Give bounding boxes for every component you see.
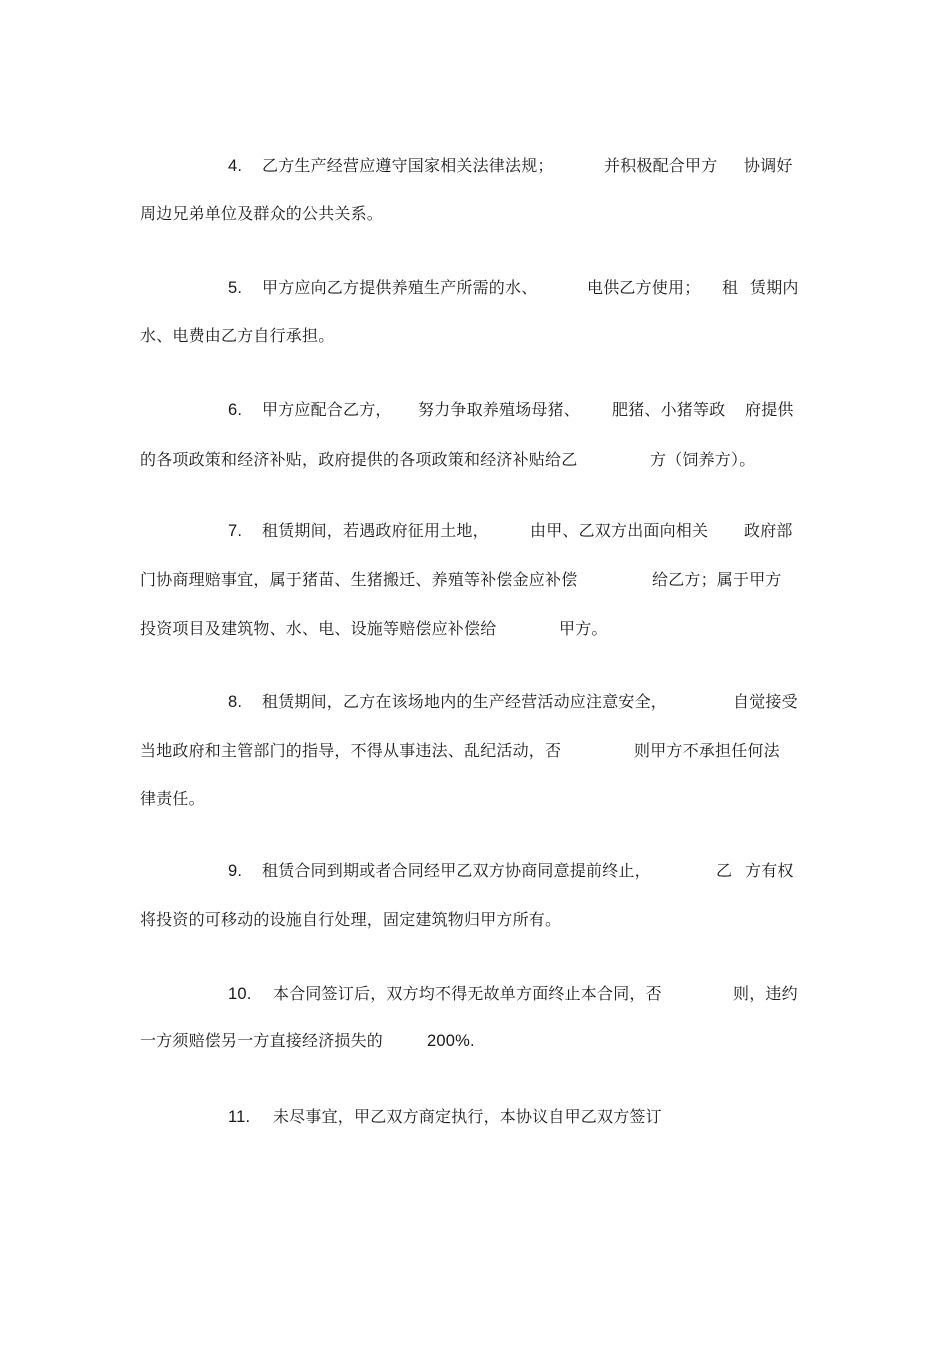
clause-text: 方有权 — [745, 861, 794, 880]
penalty-rate: 200%. — [427, 1032, 475, 1050]
clause-text: 当地政府和主管部门的指导，不得从事违法、乱纪活动，否 — [140, 741, 562, 760]
clause-text: 协调好 — [744, 156, 793, 175]
clause-number: 6. — [228, 401, 243, 419]
clause-text: 则甲方不承担任何法 — [634, 741, 780, 760]
clause-text: 一方须赔偿另一方直接经济损失的 — [140, 1031, 384, 1050]
clause-text: 水、电费由乙方自行承担。 — [140, 326, 335, 345]
clause-text: 肥猪、小猪等政 — [612, 400, 726, 419]
clause-text: 将投资的可移动的设施自行处理，固定建筑物归甲方所有。 — [140, 910, 562, 929]
clause-text: 租赁合同到期或者合同经甲乙双方协商同意提前终止， — [262, 861, 651, 880]
clause-text: 本合同签订后，双方均不得无故单方面终止本合同，否 — [273, 984, 662, 1003]
clause-text: 自觉接受 — [733, 692, 798, 711]
clause-text: 由甲、乙双方出面向相关 — [530, 521, 709, 540]
clause-text: 方（饲养方）。 — [650, 450, 756, 469]
clause-number: 10. — [228, 985, 252, 1003]
clause-text: 租 — [722, 278, 739, 297]
clause-number: 5. — [228, 279, 243, 297]
clause-text: 并积极配合甲方 — [604, 156, 718, 175]
clause-text: 给乙方；属于甲方 — [652, 570, 782, 589]
clause-text: 则，违约 — [733, 984, 798, 1003]
clause-text: 未尽事宜，甲乙双方商定执行，本协议自甲乙双方签订 — [273, 1107, 662, 1126]
clause-text: 赁期内 — [750, 278, 799, 297]
clause-text: 甲方。 — [559, 619, 608, 638]
clause-text: 政府部 — [744, 521, 793, 540]
clause-text: 租赁期间，乙方在该场地内的生产经营活动应注意安全， — [262, 692, 668, 711]
clause-text: 乙方生产经营应遵守国家相关法律法规； — [262, 156, 554, 175]
clause-text: 府提供 — [745, 400, 794, 419]
clause-text: 门协商理赔事宜，属于猪苗、生猪搬迁、养殖等补偿金应补偿 — [140, 570, 578, 589]
clause-text: 租赁期间，若遇政府征用土地， — [262, 521, 489, 540]
clause-text: 周边兄弟单位及群众的公共关系。 — [140, 204, 384, 223]
clause-number: 7. — [228, 522, 243, 540]
clause-text: 的各项政策和经济补贴，政府提供的各项政策和经济补贴给乙 — [140, 450, 578, 469]
clause-text: 投资项目及建筑物、水、电、设施等赔偿应补偿给 — [140, 619, 497, 638]
clause-number: 9. — [228, 862, 243, 880]
clause-text: 努力争取养殖场母猪、 — [418, 400, 581, 419]
clause-number: 11. — [228, 1108, 251, 1126]
clause-text: 律责任。 — [140, 789, 205, 808]
clause-text: 电供乙方使用； — [587, 278, 701, 297]
clause-text: 甲方应向乙方提供养殖生产所需的水、 — [262, 278, 538, 297]
clause-text: 甲方应配合乙方， — [262, 400, 392, 419]
clause-text: 乙 — [716, 861, 733, 880]
clause-number: 8. — [228, 693, 243, 711]
clause-number: 4. — [228, 157, 243, 175]
